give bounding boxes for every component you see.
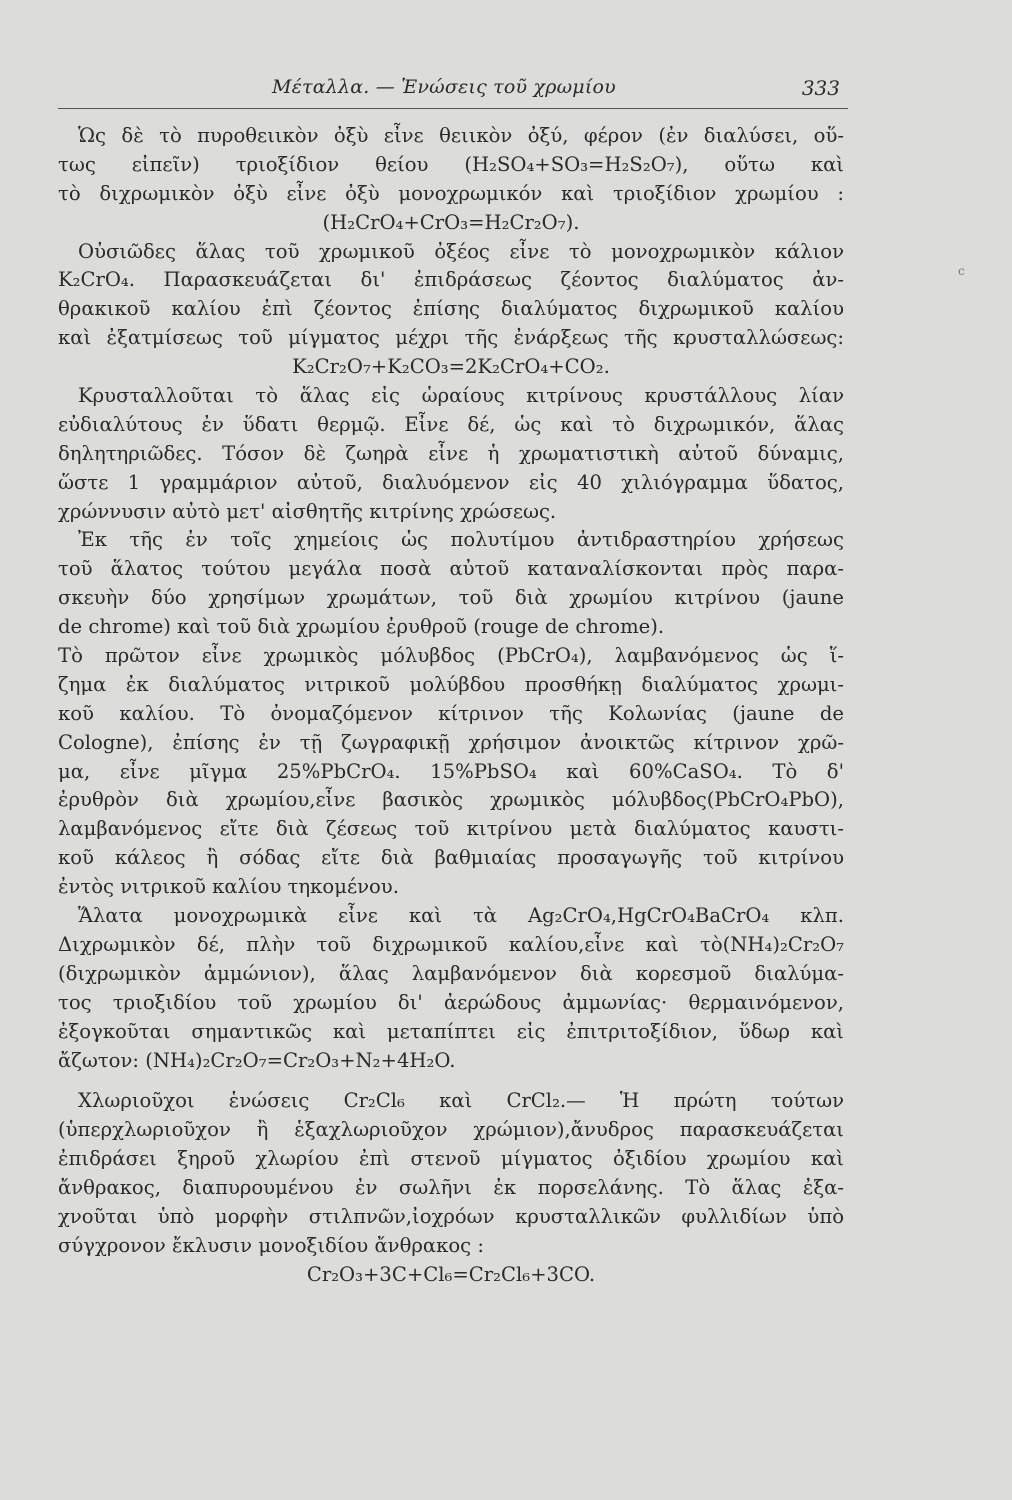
margin-mark: c — [958, 264, 965, 278]
text-line: (διχρωμικὸν ἀμμώνιον), ἅλας λαμβανόμενον διὰ κορεσμοῦ διαλύμα- — [58, 961, 844, 985]
text-line: Κρυσταλλοῦται τὸ ἅλας εἰς ὡραίους κιτρίνους κρυστάλλους λίαν — [78, 384, 844, 408]
header-rule — [58, 108, 848, 109]
text-line: ζημα ἐκ διαλύματος νιτρικοῦ μολύβδου προσθήκῃ διαλύματος χρωμι- — [58, 672, 844, 696]
text-line: τως εἰπεῖν) τριοξίδιον θείου (H₂SO₄+SO₃=H₂S₂O₇), οὕτω καὶ — [58, 152, 844, 176]
text-line: (H₂CrO₄+CrO₃=H₂Cr₂O₇). — [322, 210, 580, 234]
text-line: κοῦ κάλεος ἢ σόδας εἴτε διὰ βαθμιαίας προσαγωγῆς τοῦ κιτρίνου — [58, 846, 844, 870]
text-line: ἄνθρακος, διαπυρουμένου ἐν σωλῆνι ἐκ πορσελάνης. Τὸ ἅλας ἐξα- — [58, 1176, 844, 1200]
text-line: μα, εἶνε μῖγμα 25%PbCrO₄. 15%PbSO₄ καὶ 60%CaSO₄. Τὸ δ' — [58, 759, 844, 783]
text-line: Χλωριοῦχοι ἑνώσεις Cr₂Cl₆ καὶ CrCl₂.— Ἡ πρώτη τούτων — [78, 1089, 844, 1113]
text-line: Ἅλατα μονοχρωμικὰ εἶνε καὶ τὰ Ag₂CrO₄,HgCrO₄BaCrO₄ κλπ. — [78, 904, 844, 928]
text-line: θρακικοῦ καλίου ἐπὶ ζέοντος ἐπίσης διαλύματος διχρωμικοῦ καλίου — [58, 297, 844, 321]
text-line: (ὑπερχλωριοῦχον ἢ ἑξαχλωριοῦχον χρώμιον),ἄνυδρος παρασκευάζεται — [58, 1118, 844, 1142]
text-line: κοῦ καλίου. Τὸ ὀνομαζόμενον κίτρινον τῆς Κολωνίας (jaune de — [58, 701, 844, 725]
text-line: καὶ ἐξατμίσεως τοῦ μίγματος μέχρι τῆς ἐνάρξεως τῆς κρυσταλλώσεως: — [58, 326, 844, 350]
text-line: ἐντὸς νιτρικοῦ καλίου τηκομένου. — [58, 875, 399, 899]
text-line: ὥστε 1 γραμμάριον αὐτοῦ, διαλυόμενον εἰς 40 χιλιόγραμμα ὕδατος, — [58, 470, 844, 494]
paragraph-gap — [58, 1075, 844, 1087]
text-line: Διχρωμικὸν δέ, πλὴν τοῦ διχρωμικοῦ καλίου,εἶνε καὶ τὸ(NH₄)₂Cr₂O₇ — [58, 932, 844, 956]
text-line: Τὸ πρῶτον εἶνε χρωμικὸς μόλυβδος (PbCrO₄), λαμβανόμενος ὡς ἵ- — [58, 644, 844, 668]
text-line: K₂Cr₂O₇+K₂CO₃=2K₂CrO₄+CO₂. — [292, 355, 610, 379]
running-head: Μέταλλα. — Ἑνώσεις τοῦ χρωμίου — [272, 76, 616, 98]
text-line: Cr₂O₃+3C+Cl₆=Cr₂Cl₆+3CO. — [306, 1262, 596, 1286]
text-line: λαμβανόμενος εἴτε διὰ ζέσεως τοῦ κιτρίνου μετὰ διαλύματος καυστι- — [58, 817, 844, 841]
text-line: σύγχρονον ἔκλυσιν μονοξιδίου ἄνθρακος : — [58, 1233, 484, 1257]
text-line: ἄζωτον: (NH₄)₂Cr₂O₇=Cr₂O₃+N₂+4H₂O. — [58, 1048, 456, 1072]
text-line: Οὐσιῶδες ἅλας τοῦ χρωμικοῦ ὀξέος εἶνε τὸ μονοχρωμικὸν κάλιον — [78, 239, 844, 263]
text-line: σκευὴν δύο χρησίμων χρωμάτων, τοῦ διὰ χρωμίου κιτρίνου (jaune — [58, 586, 844, 610]
text-line: ἐρυθρὸν διὰ χρωμίου,εἶνε βασικὸς χρωμικὸς μόλυβδος(PbCrO₄PbO), — [58, 788, 844, 812]
text-line: τοῦ ἅλατος τούτου μεγάλα ποσὰ αὐτοῦ καταναλίσκονται πρὸς παρα- — [58, 557, 844, 581]
body-text — [58, 122, 844, 1290]
text-line: εὐδιαλύτους ἐν ὕδατι θερμῷ. Εἶνε δέ, ὡς καὶ τὸ διχρωμικόν, ἅλας — [58, 412, 844, 436]
text-line: K₂CrO₄. Παρασκευάζεται δι' ἐπιδράσεως ζέοντος διαλύματος ἀν- — [58, 268, 844, 292]
text-line: δηλητηριῶδες. Τόσον δὲ ζωηρὰ εἶνε ἡ χρωματιστικὴ αὐτοῦ δύναμις, — [58, 441, 844, 465]
text-line: τος τριοξιδίου τοῦ χρωμίου δι' ἀερώδους ἀμμωνίας· θερμαινόμενον, — [58, 990, 844, 1014]
text-line: Cologne), ἐπίσης ἐν τῇ ζωγραφικῇ χρήσιμον ἀνοικτῶς κίτρινον χρῶ- — [58, 730, 844, 754]
text-line: Ὡς δὲ τὸ πυροθειικὸν ὀξὺ εἶνε θειικὸν ὀξύ, φέρον (ἐν διαλύσει, οὕ- — [78, 124, 844, 147]
text-line: τὸ διχρωμικὸν ὀξὺ εἶνε ὀξὺ μονοχρωμικόν καὶ τριοξίδιον χρωμίου : — [58, 181, 844, 205]
text-line: χνοῦται ὑπὸ μορφὴν στιλπνῶν,ἰοχρόων κρυσταλλικῶν φυλλιδίων ὑπὸ — [58, 1204, 844, 1228]
text-line: Ἐκ τῆς ἐν τοῖς χημείοις ὡς πολυτίμου ἀντιδραστηρίου χρήσεως — [78, 528, 844, 552]
text-line: χρώννυσιν αὐτὸ μετ' αἰσθητῆς κιτρίνης χρώσεως. — [58, 499, 557, 523]
text-line: de chrome) καὶ τοῦ διὰ χρωμίου ἐρυθροῦ (rouge de chrome). — [58, 615, 665, 639]
text-line: ἐπιδράσει ξηροῦ χλωρίου ἐπὶ στενοῦ μίγματος ὀξιδίου χρωμίου καὶ — [58, 1147, 844, 1171]
page-header — [58, 76, 840, 102]
page-number: 333 — [801, 76, 840, 100]
text-line: ἐξογκοῦται σημαντικῶς καὶ μεταπίπτει εἰς ἐπιτριτοξίδιον, ὕδωρ καὶ — [58, 1019, 844, 1043]
